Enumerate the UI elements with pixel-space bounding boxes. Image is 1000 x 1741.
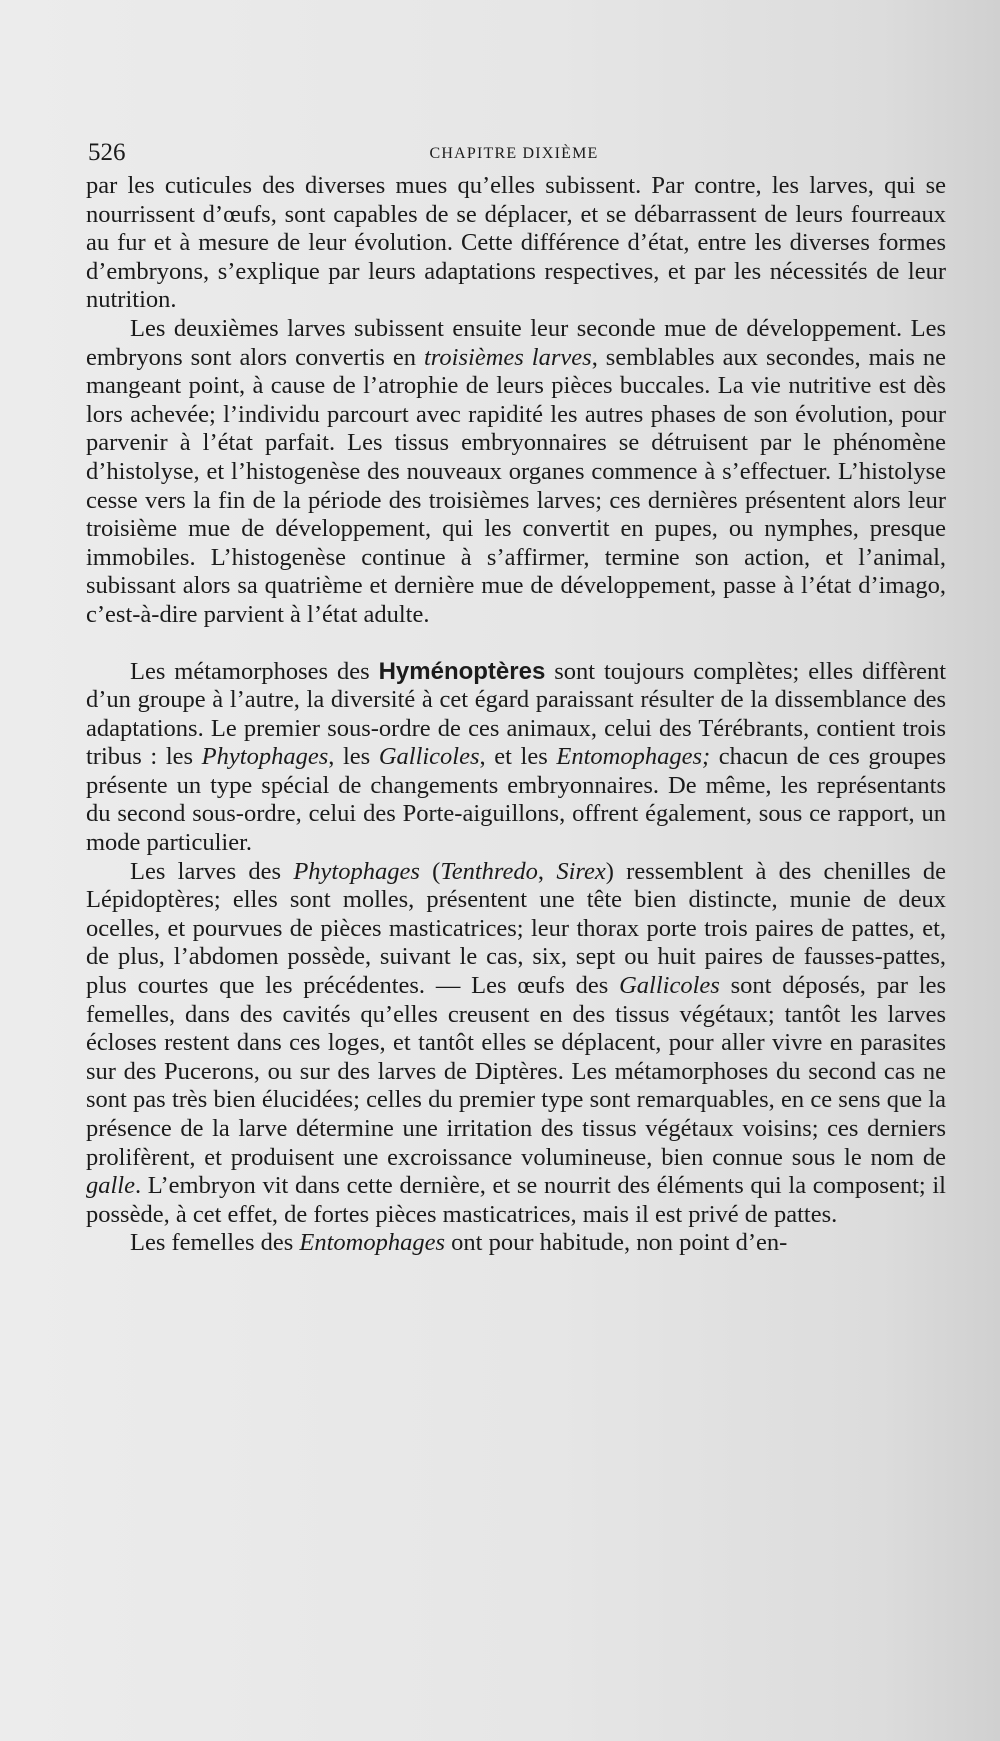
page-header bbox=[88, 138, 940, 168]
text-run: ) ressemblent à des chenilles de Lépidoptères; elles sont molles, présentent une tête bien distincte, munie de deux ocelles, et pourvues de pièces masticatrices; leur thorax porte trois paires de pattes, et, de plus, l’abdomen possède, suivant le cas, six, sept ou huit paires de fausses-pattes, plus courtes que les précédentes. — Les œufs des bbox=[86, 857, 947, 1000]
text-run: ont pour habitude, non point d’en- bbox=[445, 1229, 788, 1257]
text-run: Les deuxièmes larves subissent ensuite leur seconde mue de développement. Les embryons sont alors convertis en bbox=[86, 314, 946, 371]
text-run: . L’embryon vit dans cette dernière, et se nourrit des éléments qui la composent; il possède, à cet effet, de fortes pièces masticatrices, mais il est privé de pattes. bbox=[86, 1172, 946, 1228]
text-run: Les larves des bbox=[130, 857, 294, 885]
paragraph-1 bbox=[86, 172, 946, 315]
page-number: 526 bbox=[88, 139, 126, 166]
text-run: sont toujours complètes; elles diffèrent d’un groupe à l’autre, la diversité à cet égard paraissant résulter de la dissemblance des adaptations. Le premier sous-ordre de ces animaux, celui des Térébrants, contient trois tribus : les bbox=[86, 657, 946, 771]
paragraph-3 bbox=[86, 658, 946, 858]
text-run: , semblables aux secondes, mais ne mangeant point, à cause de l’atrophie de leurs pièces buccales. La vie nutritive est dès lors achevée; l’individu parcourt avec rapidité les autres phases de son évolution, pour parvenir à l’état parfait. Les tissus embryonnaires se détruisent par le phénomène d’histolyse, et l’histogenèse des nouveaux organes commence à s’effectuer. L’histolyse cesse vers la fin de la période des troisièmes larves; ces dernières présentent alors leur troisième mue de développement, qui les convertit en pupes, ou nymphes, presque immobiles. L’histogenèse continue à s’affirmer, termine son action, et l’animal, subissant alors sa quatrième et dernière mue de développement, passe à l’état d’imago, c’est-à-dire parvient à l’état adulte. bbox=[86, 343, 946, 628]
italic-term: Entomophages bbox=[299, 1229, 446, 1257]
italic-term: galle bbox=[86, 1172, 135, 1200]
italic-term: Entomophages; bbox=[556, 743, 711, 771]
italic-term: troisièmes larves bbox=[424, 343, 592, 371]
text-run: Les métamorphoses des bbox=[130, 657, 379, 685]
text-run: , les bbox=[328, 743, 379, 771]
paragraph-4 bbox=[86, 858, 946, 1230]
text-run: chacun de ces groupes présente un type spécial de changements embryonnaires. De même, les représentants du second sous-ordre, celui des Porte-aiguillons, offrent également, sous ce rapport, un mode particulier. bbox=[86, 743, 946, 857]
italic-term: Sirex bbox=[556, 857, 606, 885]
paragraph-5 bbox=[86, 1229, 946, 1258]
italic-term: Gallicoles bbox=[378, 743, 480, 771]
body-text bbox=[86, 172, 946, 1258]
text-run: ( bbox=[419, 857, 441, 885]
text-run: , bbox=[537, 857, 557, 885]
italic-term: Phytophages bbox=[293, 857, 420, 885]
italic-term: Tenthredo bbox=[440, 857, 538, 885]
text-run: sont déposés, par les femelles, dans des cavités qu’elles creusent en des tissus végétaux; tantôt les larves écloses restent dans ces loges, et tantôt elles se déplacent, pour aller vivre en parasites sur des Pucerons, ou sur des larves de Diptères. Les métamorphoses du second cas ne sont pas très bien élucidées; celles du premier type sont remarquables, en ce sens que la présence de la larve détermine une irritation des tissus végétaux voisins; ces derniers prolifèrent, et produisent une excroissance volumineuse, bien connue sous le nom de bbox=[86, 972, 946, 1171]
bold-term: Hyménoptères bbox=[378, 657, 546, 685]
text-run: , et les bbox=[479, 743, 557, 771]
running-head: CHAPITRE DIXIÈME bbox=[429, 145, 599, 162]
text-run: par les cuticules des diverses mues qu’elles subissent. Par contre, les larves, qui se nourrissent d’œufs, sont capables de se déplacer, et se débarrassent de leurs fourreaux au fur et à mesure de leur évolution. Cette différence d’état, entre les diverses formes d’embryons, s’explique par leurs adaptations respectives, et par les nécessités de leur nutrition. bbox=[86, 172, 946, 314]
italic-term: Phytophages bbox=[201, 743, 329, 771]
paragraph-2 bbox=[86, 315, 946, 630]
text-run: Les femelles des bbox=[130, 1229, 300, 1257]
italic-term: Gallicoles bbox=[619, 972, 720, 1000]
